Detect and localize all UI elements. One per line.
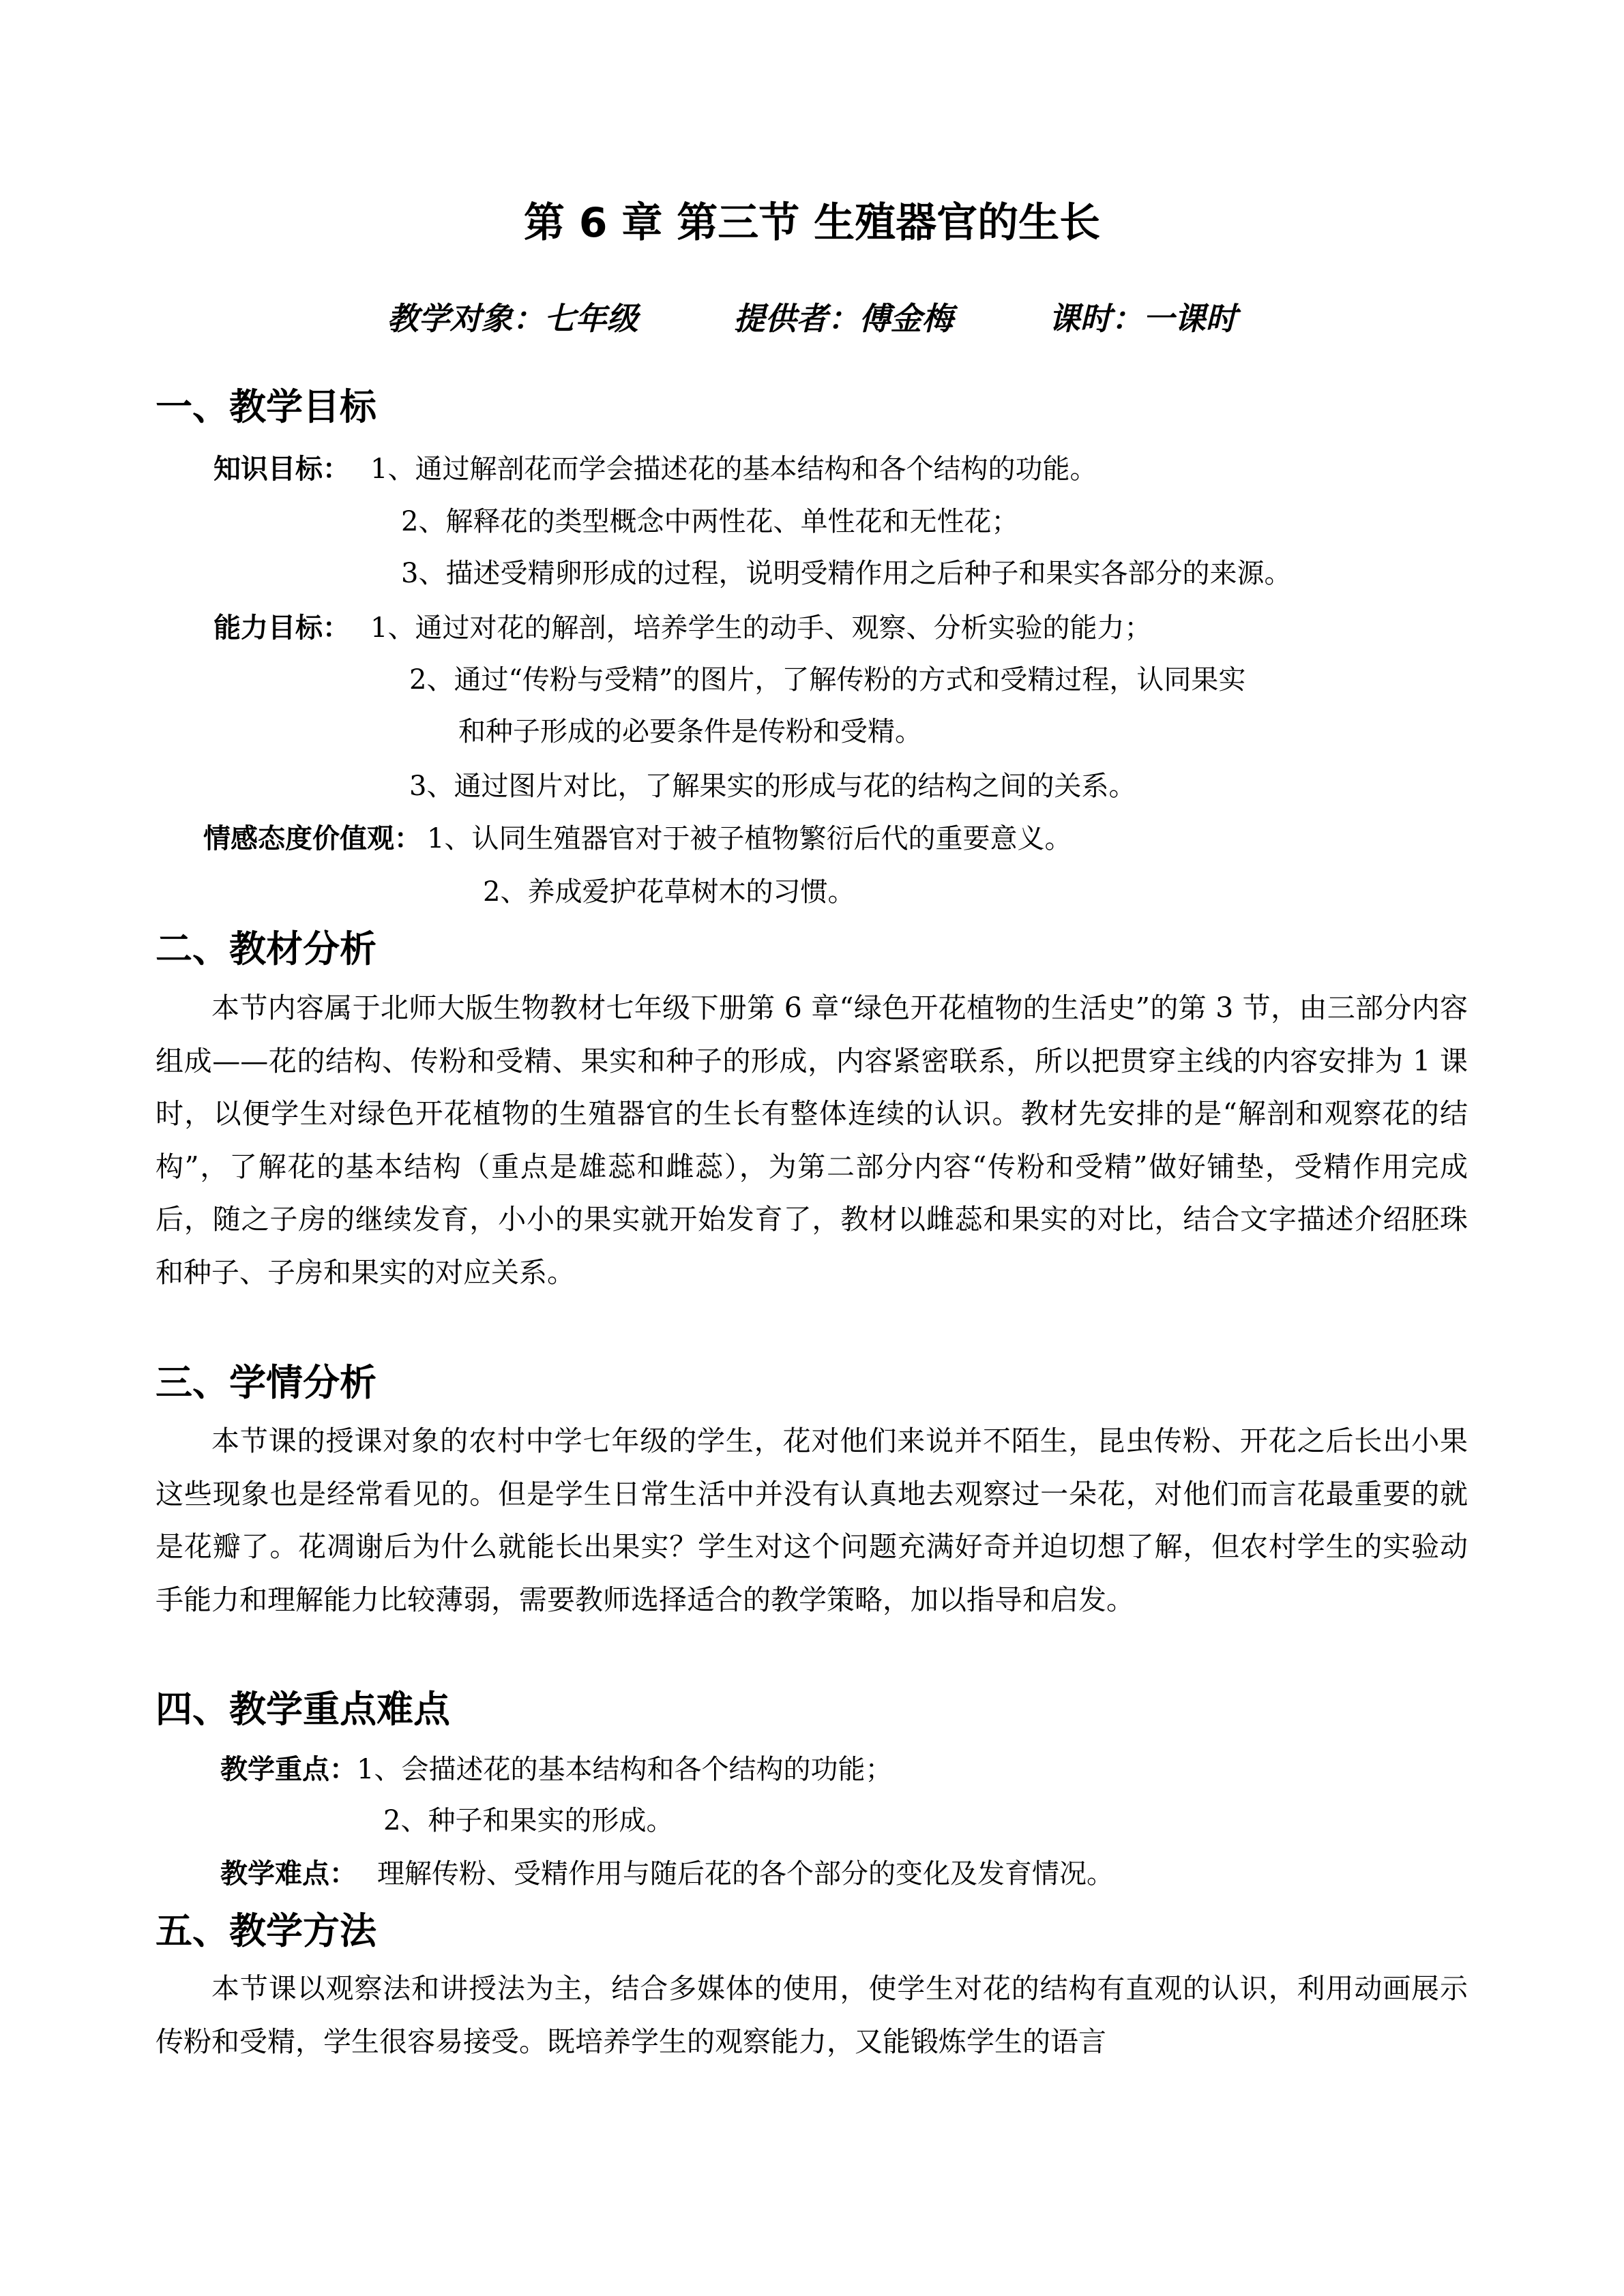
difficult-point (220, 1853, 1114, 1894)
section3-paragraph: 本节课的授课对象的农村中学七年级的学生，花对他们来说并不陌生，昆虫传粉、开花之后长出小果这些现象也是经常看见的。但是学生日常生活中并没有认真地去观察过一朵花，对他们而言花最重要的就是花瓣了。花凋谢后为什么就能长出果实？学生对这个问题充满好奇并迫切想了解，但农村学生的实验动手能力和理解能力比较薄弱，需要教师选择适合的教学策略，加以指导和启发。 (156, 1425, 1468, 1616)
emotion-goal-1 (203, 818, 1072, 859)
ability-goal-1 (213, 608, 1151, 648)
knowledge-label: 知识目标： (213, 453, 350, 485)
section5-heading: 五、教学方法 (156, 1909, 377, 1952)
ability-item-3: 3、通过图片对比，了解果实的形成与花的结构之间的关系。 (409, 771, 1136, 802)
emotion-item-2: 2、养成爱护花草树木的习惯。 (483, 876, 855, 908)
knowledge-item-2: 2、解释花的类型概念中两性花、单性花和无性花； (401, 506, 1019, 537)
page-title: 第 6 章 第三节 生殖器官的生长 (523, 199, 1101, 247)
difficult-item: 理解传粉、受精作用与随后花的各个部分的变化及发育情况。 (377, 1858, 1114, 1890)
ability-item-2: 2、通过“传粉与受精”的图片，了解传粉的方式和受精过程，认同果实 (409, 664, 1246, 696)
meta-provider: 提供者：傅金梅 (733, 300, 954, 337)
key-item-1: 1、会描述花的基本结构和各个结构的功能； (357, 1754, 893, 1785)
ability-item-2-cont: 和种子形成的必要条件是传粉和受精。 (458, 716, 922, 747)
ability-item-1: 1、通过对花的解剖，培养学生的动手、观察、分析实验的能力； (370, 612, 1152, 644)
section5-paragraph: 本节课以观察法和讲授法为主，结合多媒体的使用，使学生对花的结构有直观的认识，利用动画展示传粉和受精，学生很容易接受。既培养学生的观察能力，又能锻炼学生的语言 (156, 1972, 1468, 2058)
emotion-label: 情感态度价值观： (203, 823, 422, 854)
section4-heading: 四、教学重点难点 (156, 1688, 450, 1731)
emotion-item-1: 1、认同生殖器官对于被子植物繁衍后代的重要意义。 (427, 823, 1072, 854)
knowledge-item-1: 1、通过解剖花而学会描述花的基本结构和各个结构的功能。 (370, 453, 1097, 485)
ability-label: 能力目标： (213, 612, 350, 644)
lesson-meta (0, 295, 1624, 342)
meta-period: 课时：一课时 (1048, 300, 1237, 337)
knowledge-item-3: 3、描述受精卵形成的过程，说明受精作用之后种子和果实各部分的来源。 (401, 558, 1292, 589)
key-point-1 (220, 1749, 892, 1790)
section1-heading: 一、教学目标 (156, 385, 377, 428)
knowledge-goal-1 (213, 449, 1097, 490)
key-label: 教学重点： (220, 1754, 357, 1785)
section3-heading: 三、学情分析 (156, 1361, 377, 1404)
difficult-label: 教学难点： (220, 1858, 357, 1890)
section2-paragraph: 本节内容属于北师大版生物教材七年级下册第 6 章“绿色开花植物的生活史”的第 3 节，由三部分内容组成——花的结构、传粉和受精、果实和种子的形成，内容紧密联系，所以把贯穿主线的内容安排为 1 课时，以便学生对绿色开花植物的生殖器官的生长有整体连续的认识。教材先安排的是“解剖和观察花的结构”，了解花的基本结构（重点是雄蕊和雌蕊），为第二部分内容“传粉和受精”做好铺垫，受精作用完成后，随之子房的继续发育，小小的果实就开始发育了，教材以雌蕊和果实的对比，结合文字描述介绍胚珠和种子、子房和果实的对应关系。 (156, 992, 1468, 1289)
key-item-2: 2、种子和果实的形成。 (383, 1805, 674, 1836)
meta-target: 教学对象：七年级 (387, 300, 638, 337)
section2-heading: 二、教材分析 (156, 927, 377, 970)
